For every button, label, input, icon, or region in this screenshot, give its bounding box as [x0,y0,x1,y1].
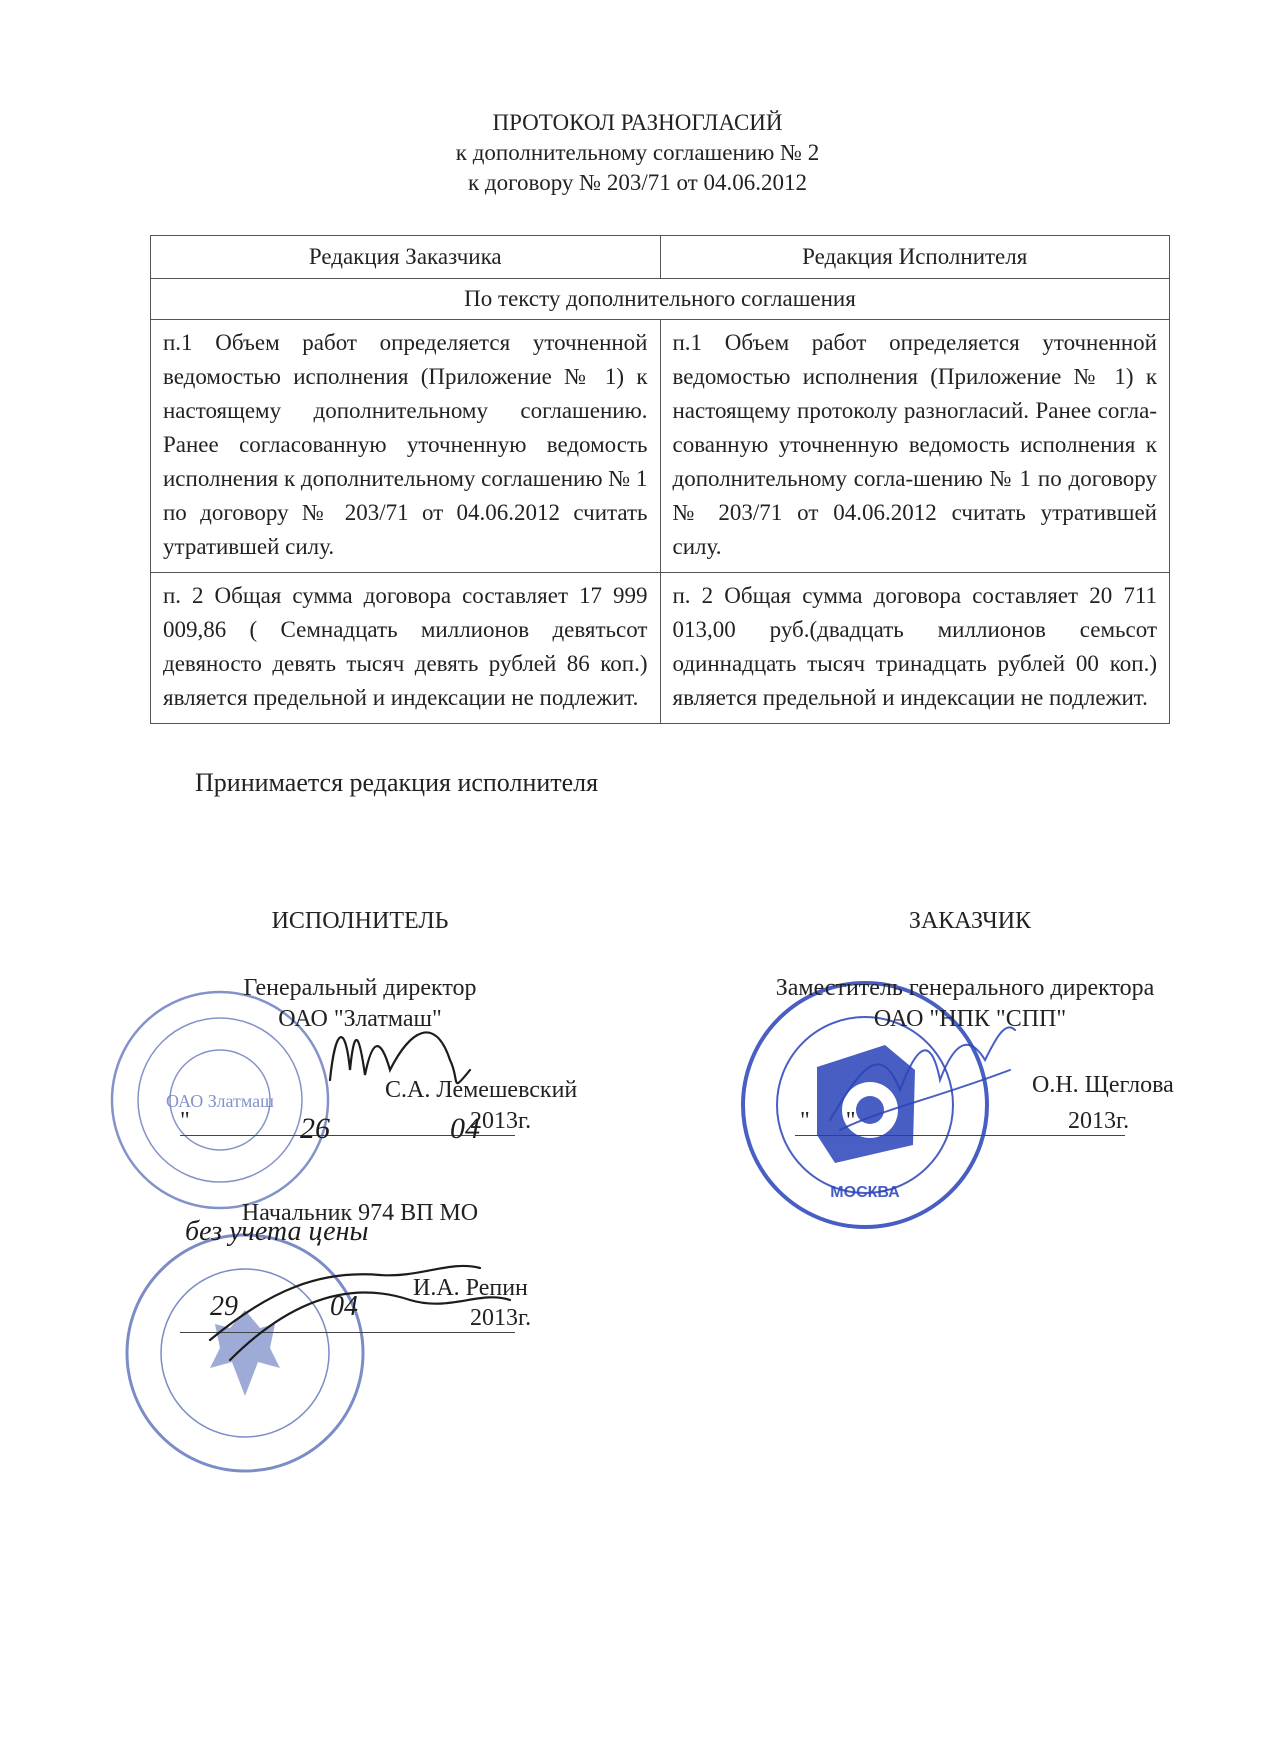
customer-heading: ЗАКАЗЧИК [908,908,1032,934]
customer-signatory: О.Н. Щеглова [1032,1072,1174,1098]
table-row [151,573,1170,724]
acceptance-note: Принимается редакция исполнителя [195,768,599,797]
table-row [151,320,1170,573]
military-rep-signatory: И.А. Репин [413,1275,528,1301]
handwritten-date-month-2: 04 [330,1291,358,1322]
customer-date-year: 2013г. [1068,1108,1130,1134]
contractor-company: ОАО "Златмаш" [278,1006,442,1032]
document-subtitle-contract: к договору № 203/71 от 04.06.2012 [468,170,807,195]
customer-date-quotes: " " [800,1108,856,1134]
contractor-heading: ИСПОЛНИТЕЛЬ [271,908,449,934]
section-heading: По тексту дополнительного соглашения [151,279,1170,320]
contractor-clause-1: п.1 Объем работ определяется уточненной ведомостью исполнения (Приложение № 1) к настоящему протоколу разногласий. Ранее согла-сованную уточненную ведомость исполнения к дополнительному согла-шению № 1 по договору № 203/71 от 04.06.2012 считать утратившей силу. [660,320,1170,573]
disagreements-table [150,235,1170,724]
document-title: ПРОТОКОЛ РАЗНОГЛАСИЙ [492,110,783,135]
customer-position: Заместитель генерального директора [775,975,1155,1001]
column-header-contractor: Редакция Исполнителя [660,236,1170,279]
contractor-position: Генеральный директор [243,975,477,1001]
contractor-signatory: С.А. Лемешевский [385,1077,578,1103]
handwritten-note: без учета цены [185,1216,369,1247]
military-rep-date-line [180,1332,515,1333]
customer-signature-icon [820,1010,1020,1140]
customer-clause-1: п.1 Объем работ определяется уточненной ведомостью исполнения (Приложение № 1) к настоящему дополнительному соглашению. Ранее согласованную уточненную ведомость исполнения к дополнительному соглашению № 1 по договору № 203/71 от 04.06.2012 считать утратившей силу. [151,320,661,573]
handwritten-date-month: 04 [450,1112,480,1145]
handwritten-date-day-2: 29 [210,1291,238,1322]
table-header-row [151,236,1170,279]
contractor-date-quote: " [180,1108,190,1134]
contractor-stamp-text: ОАО Златмаш [166,1091,274,1111]
document-title-block [0,108,1275,198]
military-rep-date-year: 2013г. [470,1305,532,1331]
document-subtitle-agreement: к дополнительному соглашению № 2 [455,140,820,165]
column-header-customer: Редакция Заказчика [151,236,661,279]
contractor-signature-icon [330,1032,470,1083]
customer-clause-2: п. 2 Общая сумма договора составляет 17 999 009,86 ( Семнадцать миллионов девятьсот девяносто девять тысяч девять рублей 86 коп.) является предельной и индексации не подлежит. [151,573,661,724]
customer-company: ОАО "НПК "СПП" [873,1006,1067,1032]
handwritten-date-day: 26 [300,1112,330,1145]
contractor-date-year: 2013г. [470,1108,532,1134]
table-section-row [151,279,1170,320]
contractor-clause-2: п. 2 Общая сумма договора составляет 20 711 013,00 руб.(двадцать миллионов семьсот одиннадцать тысяч тринадцать рублей 00 коп.) является предельной и индексации не подлежит. [660,573,1170,724]
military-rep-position: Начальник 974 ВП МО [241,1200,479,1226]
handwritten-marks [150,1000,600,1330]
customer-stamp-city: МОСКВА [830,1184,900,1201]
